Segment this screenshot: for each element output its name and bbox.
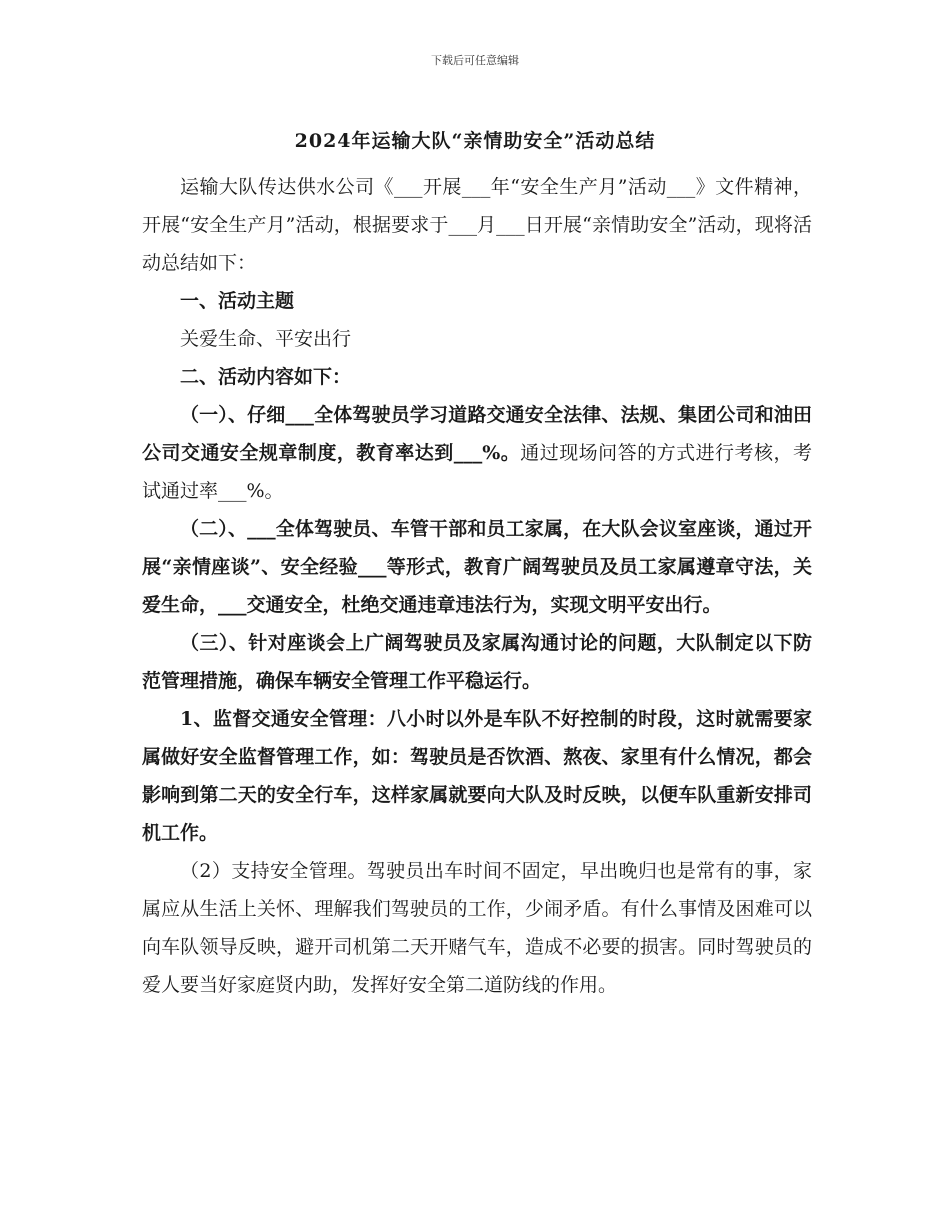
section-heading-content: 二、活动内容如下： — [180, 366, 352, 388]
intro-paragraph: 运输大队传达供水公司《___开展___年“安全生产月”活动___》文件精神，开展“安全生产月”活动，根据要求于___月___日开展“亲情助安全”活动，现将活动总结如下： — [142, 176, 812, 274]
document-body — [142, 168, 812, 1004]
point-2-paragraph: （2）支持安全管理。驾驶员出车时间不固定，早出晚归也是常有的事，家属应从生活上关怀、理解我们驾驶员的工作，少闹矛盾。有什么事情及困难可以向车队领导反映，避开司机第二天开赌气车，造成不必要的损害。同时驾驶员的爱人要当好家庭贤内助，发挥好安全第二道防线的作用。 — [142, 860, 812, 996]
point-1-paragraph: 1、监督交通安全管理：八小时以外是车队不好控制的时段，这时就需要家属做好安全监督管理工作，如：驾驶员是否饮酒、熬夜、家里有什么情况，都会影响到第二天的安全行车，这样家属就要向大队及时反映，以便车队重新安排司机工作。 — [142, 708, 812, 844]
item-3-paragraph: （三）、针对座谈会上广阔驾驶员及家属沟通讨论的问题，大队制定以下防范管理措施，确保车辆安全管理工作平稳运行。 — [142, 632, 812, 692]
item-1-bold-text: （一）、仔细___全体驾驶员学习道路交通安全法律、法规、集团公司和油田公司交通安全规章制度，教育率达到___%。 — [142, 404, 812, 464]
theme-text: 关爱生命、平安出行 — [180, 328, 352, 350]
section-heading-theme: 一、活动主题 — [180, 290, 295, 312]
item-1-normal-text: 通过现场问答的方式进行考核，考试通过率___%。 — [142, 442, 812, 502]
item-1-paragraph — [142, 396, 812, 510]
item-2-paragraph: （二）、___全体驾驶员、车管干部和员工家属，在大队会议室座谈，通过开展“亲情座谈”、安全经验___等形式，教育广阔驾驶员及员工家属遵章守法，关爱生命，___交通安全，杜绝交通违章违法行为，实现文明平安出行。 — [142, 518, 812, 616]
header-note: 下载后可任意编辑 — [431, 54, 519, 67]
document-title: 2024年运输大队“亲情助安全”活动总结 — [294, 130, 656, 152]
